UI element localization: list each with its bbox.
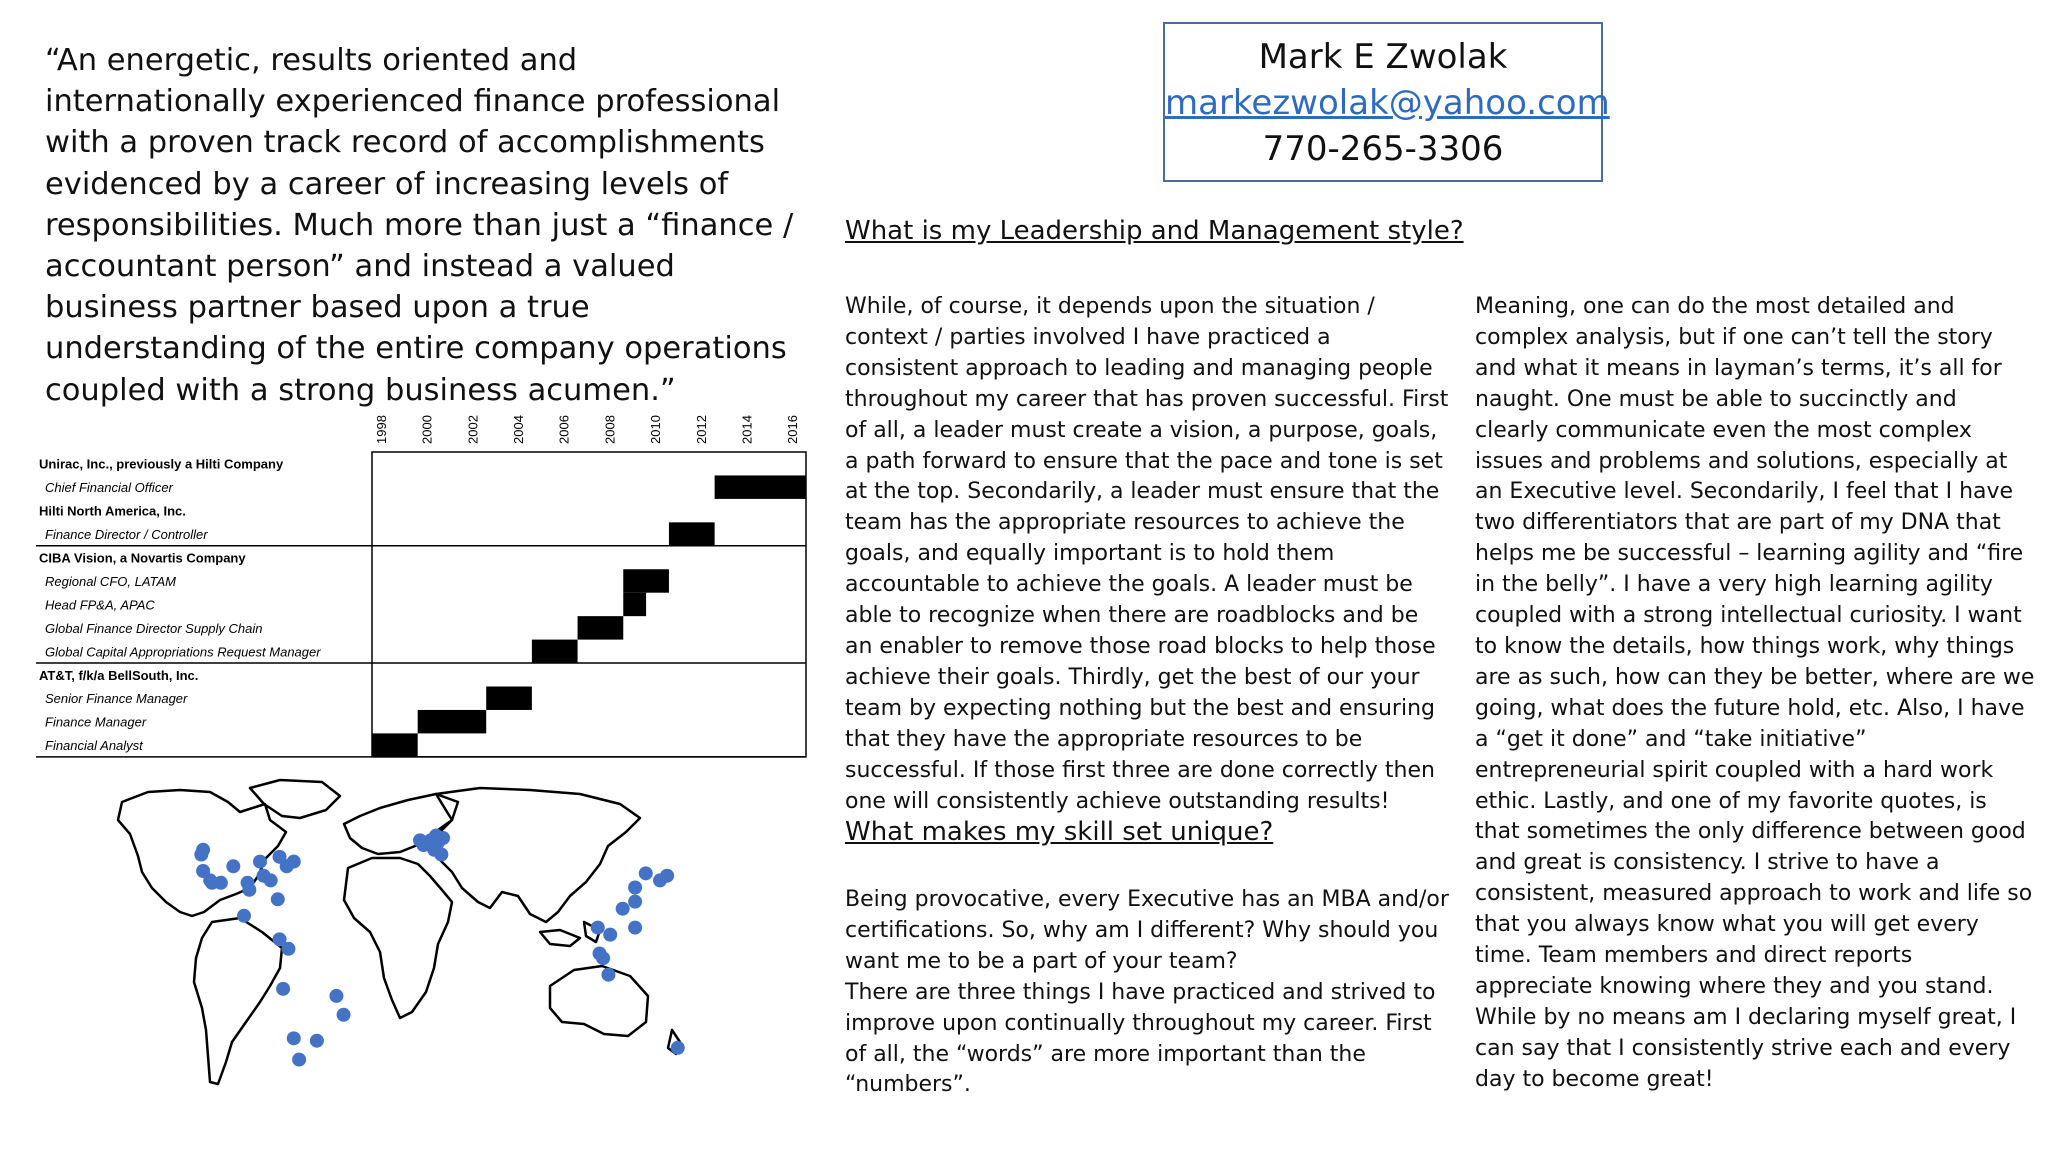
- world-map: [100, 772, 740, 1102]
- skills-heading: What makes my skill set unique?: [845, 817, 1274, 847]
- location-marker: [253, 855, 267, 869]
- location-marker: [281, 942, 295, 956]
- contact-phone: 770-265-3306: [1262, 129, 1504, 169]
- right-column-text: Meaning, one can do the most detailed and complex analysis, but if one can’t tell the story and what it means in layman’s terms, it’s all for naught. One must be able to succinctly and clearly communicate even the most complex issues and problems and solutions, especially at an Executive level. Secondarily, I feel that I have two differentiators that are part of my DNA that helps me be successful – learning agility and “fire in the belly”. I have a very high learning agility coupled with a strong intellectual curiosity. I want to know the details, how things work, why things are as such, how can they be better, where are we going, what does the future hold, etc. Also, I have a “get it done” and “take initiative” entrepreneurial spirit coupled with a hard work ethic. Lastly, and one of my favorite quotes, is that sometimes the only difference between good and great is consistency. I strive to have a consistent, measured approach to work and life so that you always know what you will get every time. Team members and direct reports appreciate knowing where they and you stand. While by no means am I declaring myself great, I can say that I consistently strive each and every day to become great!: [1475, 294, 2035, 1092]
- role-label: Head FP&A, APAC: [45, 597, 155, 613]
- location-marker: [593, 947, 607, 961]
- south-america-outline: [194, 918, 282, 1084]
- company-label: Hilti North America, Inc.: [39, 503, 186, 519]
- role-label: Senior Finance Manager: [45, 691, 188, 707]
- year-tick-label: 2010: [648, 415, 664, 444]
- leadership-text: While, of course, it depends upon the situation / context / parties involved I have practiced a consistent approach to leading and managing people throughout my career that has proven successful. First of all, a leader must create a vision, a purpose, goals, a path forward to ensure that the pace and tone is set at the top. Secondarily, a leader must ensure that the team has the appropriate resources to achieve the goals, and equally important is to hold them accountable to achieve the goals. A leader must be able to recognize when there are roadblocks and be an enabler to remove those road blocks to help those achieve their goals. Thirdly, get the best of our your team by expecting nothing but the best and ensuring that they have the appropriate resources to be successful. If those first three are done correctly then one will consistently achieve outstanding results!: [845, 294, 1449, 814]
- role-label: Finance Manager: [45, 714, 147, 730]
- skills-text-part-1: Being provocative, every Executive has an MBA and/or certifications. So, why am I different? Why should you want me to be a part of your team?: [845, 887, 1449, 974]
- contact-name: Mark E Zwolak: [1258, 37, 1508, 77]
- location-marker: [603, 928, 617, 942]
- location-marker: [671, 1041, 685, 1055]
- skills-text-part-2: There are three things I have practiced and strived to improve upon continually throughout my career. First of all, the “words” are more important than the “numbers”.: [845, 979, 1436, 1098]
- year-tick-label: 2012: [693, 415, 709, 444]
- location-marker: [653, 873, 667, 887]
- role-bar: [623, 593, 646, 616]
- asia-outline: [432, 788, 640, 922]
- year-tick-label: 2016: [785, 415, 801, 444]
- role-label: Global Finance Director Supply Chain: [45, 620, 263, 636]
- role-bar: [669, 522, 715, 545]
- location-marker: [271, 892, 285, 906]
- role-bar: [532, 640, 578, 663]
- year-tick-label: 2000: [419, 415, 435, 444]
- location-marker: [226, 859, 240, 873]
- year-tick-label: 2002: [465, 415, 481, 444]
- location-marker: [264, 873, 278, 887]
- location-marker: [287, 1031, 301, 1045]
- year-tick-label: 2008: [602, 415, 618, 444]
- role-label: Financial Analyst: [45, 738, 143, 754]
- company-label: Unirac, Inc., previously a Hilti Company: [39, 456, 284, 472]
- role-bar: [418, 710, 487, 733]
- role-bar: [578, 616, 624, 639]
- location-marker: [194, 848, 208, 862]
- role-bar: [623, 569, 669, 592]
- leadership-heading: What is my Leadership and Management style?: [845, 216, 1464, 246]
- company-label: CIBA Vision, a Novartis Company: [39, 550, 246, 566]
- role-label: Regional CFO, LATAM: [45, 573, 177, 589]
- location-marker: [616, 902, 630, 916]
- company-label: AT&T, f/k/a BellSouth, Inc.: [39, 667, 199, 683]
- southeast-asia-islands-outline: [540, 922, 600, 946]
- location-marker: [628, 881, 642, 895]
- africa-outline: [344, 858, 452, 1018]
- year-tick-label: 2004: [511, 415, 527, 444]
- location-marker: [337, 1008, 351, 1022]
- year-tick-label: 2014: [739, 415, 755, 444]
- australia-outline: [550, 966, 648, 1036]
- location-marker: [242, 883, 256, 897]
- skills-text: [845, 885, 1450, 1101]
- role-bar: [372, 733, 418, 756]
- location-marker: [287, 855, 301, 869]
- location-marker: [628, 895, 642, 909]
- location-marker: [273, 850, 287, 864]
- location-marker: [601, 968, 615, 982]
- profile-quote: “An energetic, results oriented and internationally experienced finance professional with a proven track record of accomplishments evidenced by a career of increasing levels of responsibilities. Much more than just a “finance / accountant person” and instead a valued business partner based upon a true understanding of the entire company operations coupled with a strong business acumen.”: [45, 43, 794, 408]
- location-marker: [237, 909, 251, 923]
- location-marker: [310, 1034, 324, 1048]
- role-label: Chief Financial Officer: [45, 480, 173, 496]
- location-marker: [292, 1053, 306, 1067]
- role-bar: [486, 687, 532, 710]
- location-marker: [639, 866, 653, 880]
- location-marker: [276, 982, 290, 996]
- office-location-markers: [194, 829, 684, 1067]
- role-label: Global Capital Appropriations Request Manager: [45, 644, 321, 660]
- location-marker: [429, 829, 443, 843]
- location-marker: [434, 848, 448, 862]
- location-marker: [329, 989, 343, 1003]
- greenland-outline: [250, 780, 340, 818]
- contact-card: [1163, 22, 1610, 182]
- career-timeline-chart: [0, 0, 820, 770]
- location-marker: [591, 921, 605, 935]
- location-marker: [214, 876, 228, 890]
- role-bar: [715, 475, 806, 498]
- location-marker: [628, 921, 642, 935]
- role-label: Finance Director / Controller: [45, 527, 208, 543]
- year-tick-label: 1998: [374, 415, 389, 444]
- year-tick-label: 2006: [556, 415, 572, 444]
- contact-email-link[interactable]: markezwolak@yahoo.com: [1165, 83, 1610, 123]
